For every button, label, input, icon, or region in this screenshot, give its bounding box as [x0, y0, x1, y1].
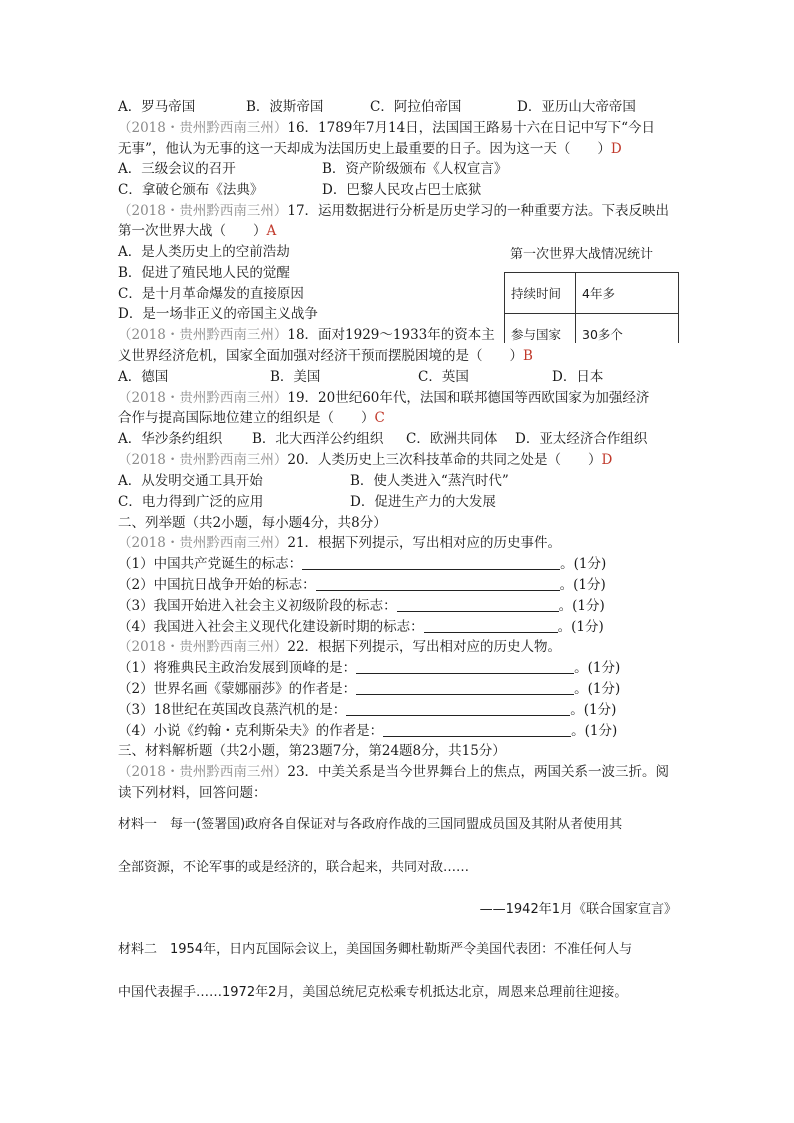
q16-option-d: D．巴黎人民攻占巴士底狱 — [322, 182, 482, 198]
answer-blank[interactable] — [356, 659, 574, 674]
q16-option-a: A．三级会议的召开 — [118, 161, 236, 177]
q21-item-3: （3）我国开始进入社会主义初级阶段的标志： 。(1分) — [118, 598, 605, 614]
q20-option-a: A．从发明交通工具开始 — [118, 473, 263, 489]
q17-source: （2018・贵州黔西南三州） — [118, 203, 288, 219]
q15-option-a: A．罗马帝国 — [118, 99, 196, 115]
q18-option-b: B．美国 — [270, 369, 321, 385]
answer-blank[interactable] — [316, 576, 560, 591]
material1-citation: ——1942年1月《联合国家宣言》 — [479, 902, 677, 917]
q17-stem-line2: 第一次世界大战（ ）A — [118, 223, 277, 239]
q22-stem: （2018・贵州黔西南三州）22．根据下列提示，写出相对应的历史人物。 — [118, 639, 562, 655]
q17-option-b: B．促进了殖民地人民的觉醒 — [118, 265, 290, 281]
q22-item-1: （1）将雅典民主政治发展到顶峰的是： 。(1分) — [118, 660, 621, 676]
q23-source: （2018・贵州黔西南三州） — [118, 764, 288, 780]
q18-option-d: D．日本 — [552, 369, 604, 385]
q19-option-c: C．欧洲共同体 — [406, 431, 498, 447]
q18-option-c: C．英国 — [418, 369, 469, 385]
answer-blank[interactable] — [302, 555, 560, 570]
q16-answer: D — [610, 141, 622, 157]
q17-table-caption: 第一次世界大战情况统计 — [510, 247, 654, 262]
q19-option-a: A．华沙条约组织 — [118, 431, 223, 447]
q19-stem-line1: （2018・贵州黔西南三州）19．20世纪60年代，法国和联邦德国等西欧国家为加强经济 — [118, 390, 650, 406]
answer-blank[interactable] — [356, 680, 574, 695]
q16-stem-line1: （2018・贵州黔西南三州）16．1789年7月14日，法国国王路易十六在日记中写下“今日 — [118, 120, 656, 136]
q22-item-2: （2）世界名画《蒙娜丽莎》的作者是： 。(1分) — [118, 681, 621, 697]
q21-item-1: （1）中国共产党诞生的标志： 。(1分) — [118, 556, 607, 572]
q20-option-d: D．促进生产力的大发展 — [350, 494, 496, 510]
material1-line2: 全部资源，不论军事的或是经济的，联合起来，共同对敌…… — [118, 860, 470, 875]
q19-answer: C — [374, 410, 385, 426]
q15-option-b: B．波斯帝国 — [246, 99, 324, 115]
answer-blank[interactable] — [424, 618, 558, 633]
material1-line1: 材料一 每一(签署国)政府各自保证对与各政府作战的三国同盟成员国及其附从者使用其 — [118, 817, 623, 832]
q18-stem-line2: 义世界经济危机，国家全面加强对经济干预而摆脱困境的是（ ）B — [118, 348, 533, 364]
q19-stem-line2: 合作与提高国际地位建立的组织是（ ）C — [118, 410, 385, 426]
q22-item-3: （3）18世纪在英国改良蒸汽机的是： 。(1分) — [118, 702, 617, 718]
q21-item-4: （4）我国进入社会主义现代化建设新时期的标志： 。(1分) — [118, 619, 604, 635]
q19-option-d: D．亚太经济合作组织 — [515, 431, 648, 447]
answer-blank[interactable] — [346, 701, 570, 716]
q15-option-c: C．阿拉伯帝国 — [370, 99, 462, 115]
q19-source: （2018・贵州黔西南三州） — [118, 390, 288, 406]
q18-answer: B — [523, 348, 533, 364]
q18-option-a: A．德国 — [118, 369, 169, 385]
q21-item-2: （2）中国抗日战争开始的标志： 。(1分) — [118, 577, 606, 593]
material2-line1: 材料二 1954年，日内瓦国际会议上，美国国务卿杜勒斯严令美国代表团：不准任何人与 — [118, 942, 633, 957]
answer-blank[interactable] — [397, 597, 559, 612]
table-row — [505, 273, 679, 314]
table-cell: 4年多 — [576, 273, 679, 314]
q23-stem-line1: （2018・贵州黔西南三州）23．中美关系是当今世界舞台上的焦点，两国关系一波三折。阅 — [118, 764, 670, 780]
q20-answer: D — [601, 452, 613, 468]
answer-blank[interactable] — [383, 722, 571, 737]
q17-answer: A — [266, 223, 277, 239]
table-cell: 30多个 — [576, 314, 679, 355]
q20-stem-line1: （2018・贵州黔西南三州）20．人类历史上三次科技革命的共同之处是（ ）D — [118, 452, 613, 468]
q18-stem-line1: （2018・贵州黔西南三州）18．面对1929～1933年的资本主 — [118, 327, 495, 343]
q22-item-4: （4）小说《约翰・克利斯朵夫》的作者是： 。(1分) — [118, 723, 618, 739]
q17-option-d: D．是一场非正义的帝国主义战争 — [118, 306, 318, 322]
q16-source: （2018・贵州黔西南三州） — [118, 120, 288, 136]
section3-heading: 三、材料解析题（共2小题，第23题7分，第24题8分，共15分） — [118, 743, 506, 759]
q20-source: （2018・贵州黔西南三州） — [118, 452, 288, 468]
q17-option-a: A．是人类历史上的空前浩劫 — [118, 244, 290, 260]
q16-option-b: B．资产阶级颁布《人权宣言》 — [322, 161, 508, 177]
table-cell: 参与国家 — [505, 314, 576, 355]
q20-option-c: C．电力得到广泛的应用 — [118, 494, 264, 510]
q16-stem-line2: 无事”，他认为无事的这一天却成为法国历史上最重要的日子。因为这一天（ ）D — [118, 141, 622, 157]
q21-stem: （2018・贵州黔西南三州）21．根据下列提示，写出相对应的历史事件。 — [118, 535, 562, 551]
q23-stem-line2: 读下列材料，回答问题： — [118, 785, 267, 801]
q16-option-c: C．拿破仑颁布《法典》 — [118, 182, 264, 198]
q22-source: （2018・贵州黔西南三州） — [118, 639, 288, 655]
q17-stem-line1: （2018・贵州黔西南三州）17．运用数据进行分析是历史学习的一种重要方法。下表反映出 — [118, 203, 670, 219]
q15-option-d: D．亚历山大帝帝国 — [517, 99, 636, 115]
q21-source: （2018・贵州黔西南三州） — [118, 535, 288, 551]
table-cell: 持续时间 — [505, 273, 576, 314]
material2-line2: 中国代表握手……1972年2月，美国总统尼克松乘专机抵达北京，周恩来总理前往迎接。 — [118, 985, 628, 1000]
section2-heading: 二、列举题（共2小题，每小题4分，共8分） — [118, 515, 387, 531]
q19-option-b: B．北大西洋公约组织 — [252, 431, 384, 447]
q18-source: （2018・贵州黔西南三州） — [118, 327, 288, 343]
q20-option-b: B．使人类进入“蒸汽时代” — [350, 473, 509, 489]
q17-option-c: C．是十月革命爆发的直接原因 — [118, 286, 304, 302]
